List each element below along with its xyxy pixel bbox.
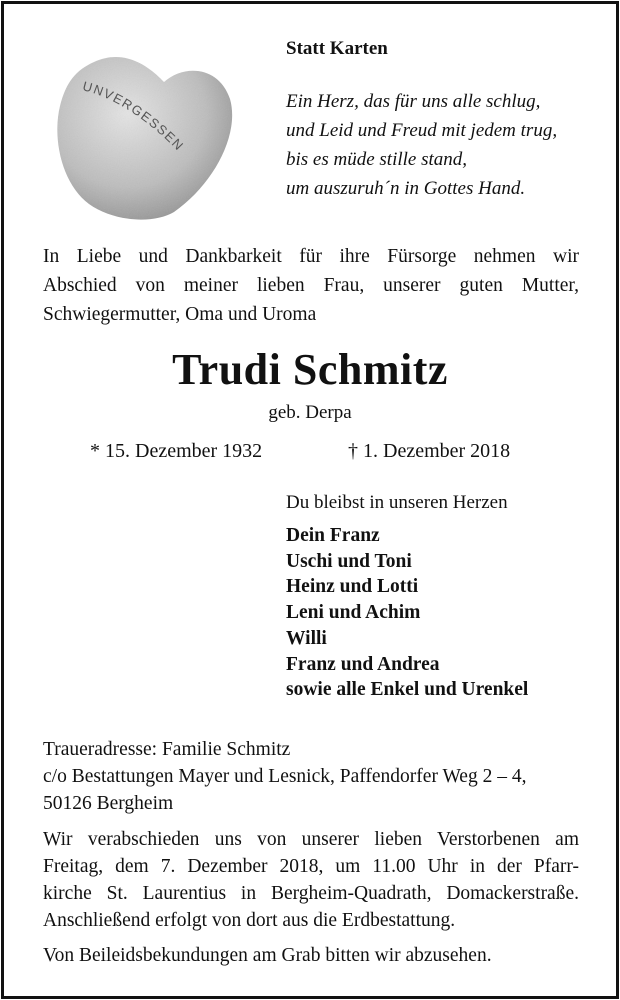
funeral-details — [43, 826, 579, 907]
poem-line: und Leid und Freud mit jedem trug, — [286, 120, 558, 141]
condolences-note: Von Beileidsbekundungen am Grab bitten wir abzusehen. — [43, 945, 492, 966]
statt-karten-label: Statt Karten — [286, 38, 388, 59]
burial-note: Anschließend erfolgt von dort aus die Erdbestattung. — [43, 910, 456, 931]
mourner-name: Dein Franz — [286, 525, 380, 546]
funeral-line: Freitag, dem 7. Dezember 2018, um 11.00 Uhr in der Pfarr- — [43, 856, 579, 877]
address-line: 50126 Bergheim — [43, 793, 174, 814]
intro-line: In Liebe und Dankbarkeit für ihre Fürsorge nehmen wir — [43, 246, 579, 267]
obituary-notice — [1, 1, 619, 999]
mourner-name: Willi — [286, 627, 327, 649]
poem — [286, 87, 557, 203]
intro-line: Abschied von meiner lieben Frau, unserer guten Mutter, — [43, 275, 579, 296]
mourner-name: sowie alle Enkel und Urenkel — [286, 679, 529, 701]
address-line: Traueradresse: Familie Schmitz — [43, 739, 291, 760]
mourner-name: Leni und Achim — [286, 602, 421, 624]
mourner-name: Franz und Andrea — [286, 653, 440, 675]
funeral-line: kirche St. Laurentius in Bergheim-Quadrath, Domackerstraße. — [43, 883, 579, 904]
mourner-name: Heinz und Lotti — [286, 576, 419, 598]
heart-stone-image — [54, 44, 239, 224]
death-date: † 1. Dezember 2018 — [348, 440, 511, 462]
poem-line: bis es müde stille stand, — [286, 149, 468, 170]
address-line: c/o Bestattungen Mayer und Lesnick, Paffendorfer Weg 2 – 4, — [43, 766, 527, 787]
intro-line: Schwiegermutter, Oma und Uroma — [43, 304, 317, 325]
poem-line: Ein Herz, das für uns alle schlug, — [286, 91, 541, 112]
intro-text — [43, 242, 579, 329]
mourners-heading: Du bleibst in unseren Herzen — [286, 492, 508, 513]
stone-engraving: UNVERGESSEN — [81, 78, 188, 154]
poem-line: um auszuruh´n in Gottes Hand. — [286, 178, 526, 199]
mourner-name: Uschi und Toni — [286, 550, 412, 572]
deceased-name: Trudi Schmitz — [172, 345, 448, 394]
funeral-line: Wir verabschieden uns von unserer lieben Verstorbenen am — [43, 829, 579, 850]
birth-date: * 15. Dezember 1932 — [90, 440, 263, 462]
maiden-name: geb. Derpa — [268, 402, 352, 423]
mourners-list — [286, 523, 528, 703]
mourning-address — [43, 736, 526, 817]
